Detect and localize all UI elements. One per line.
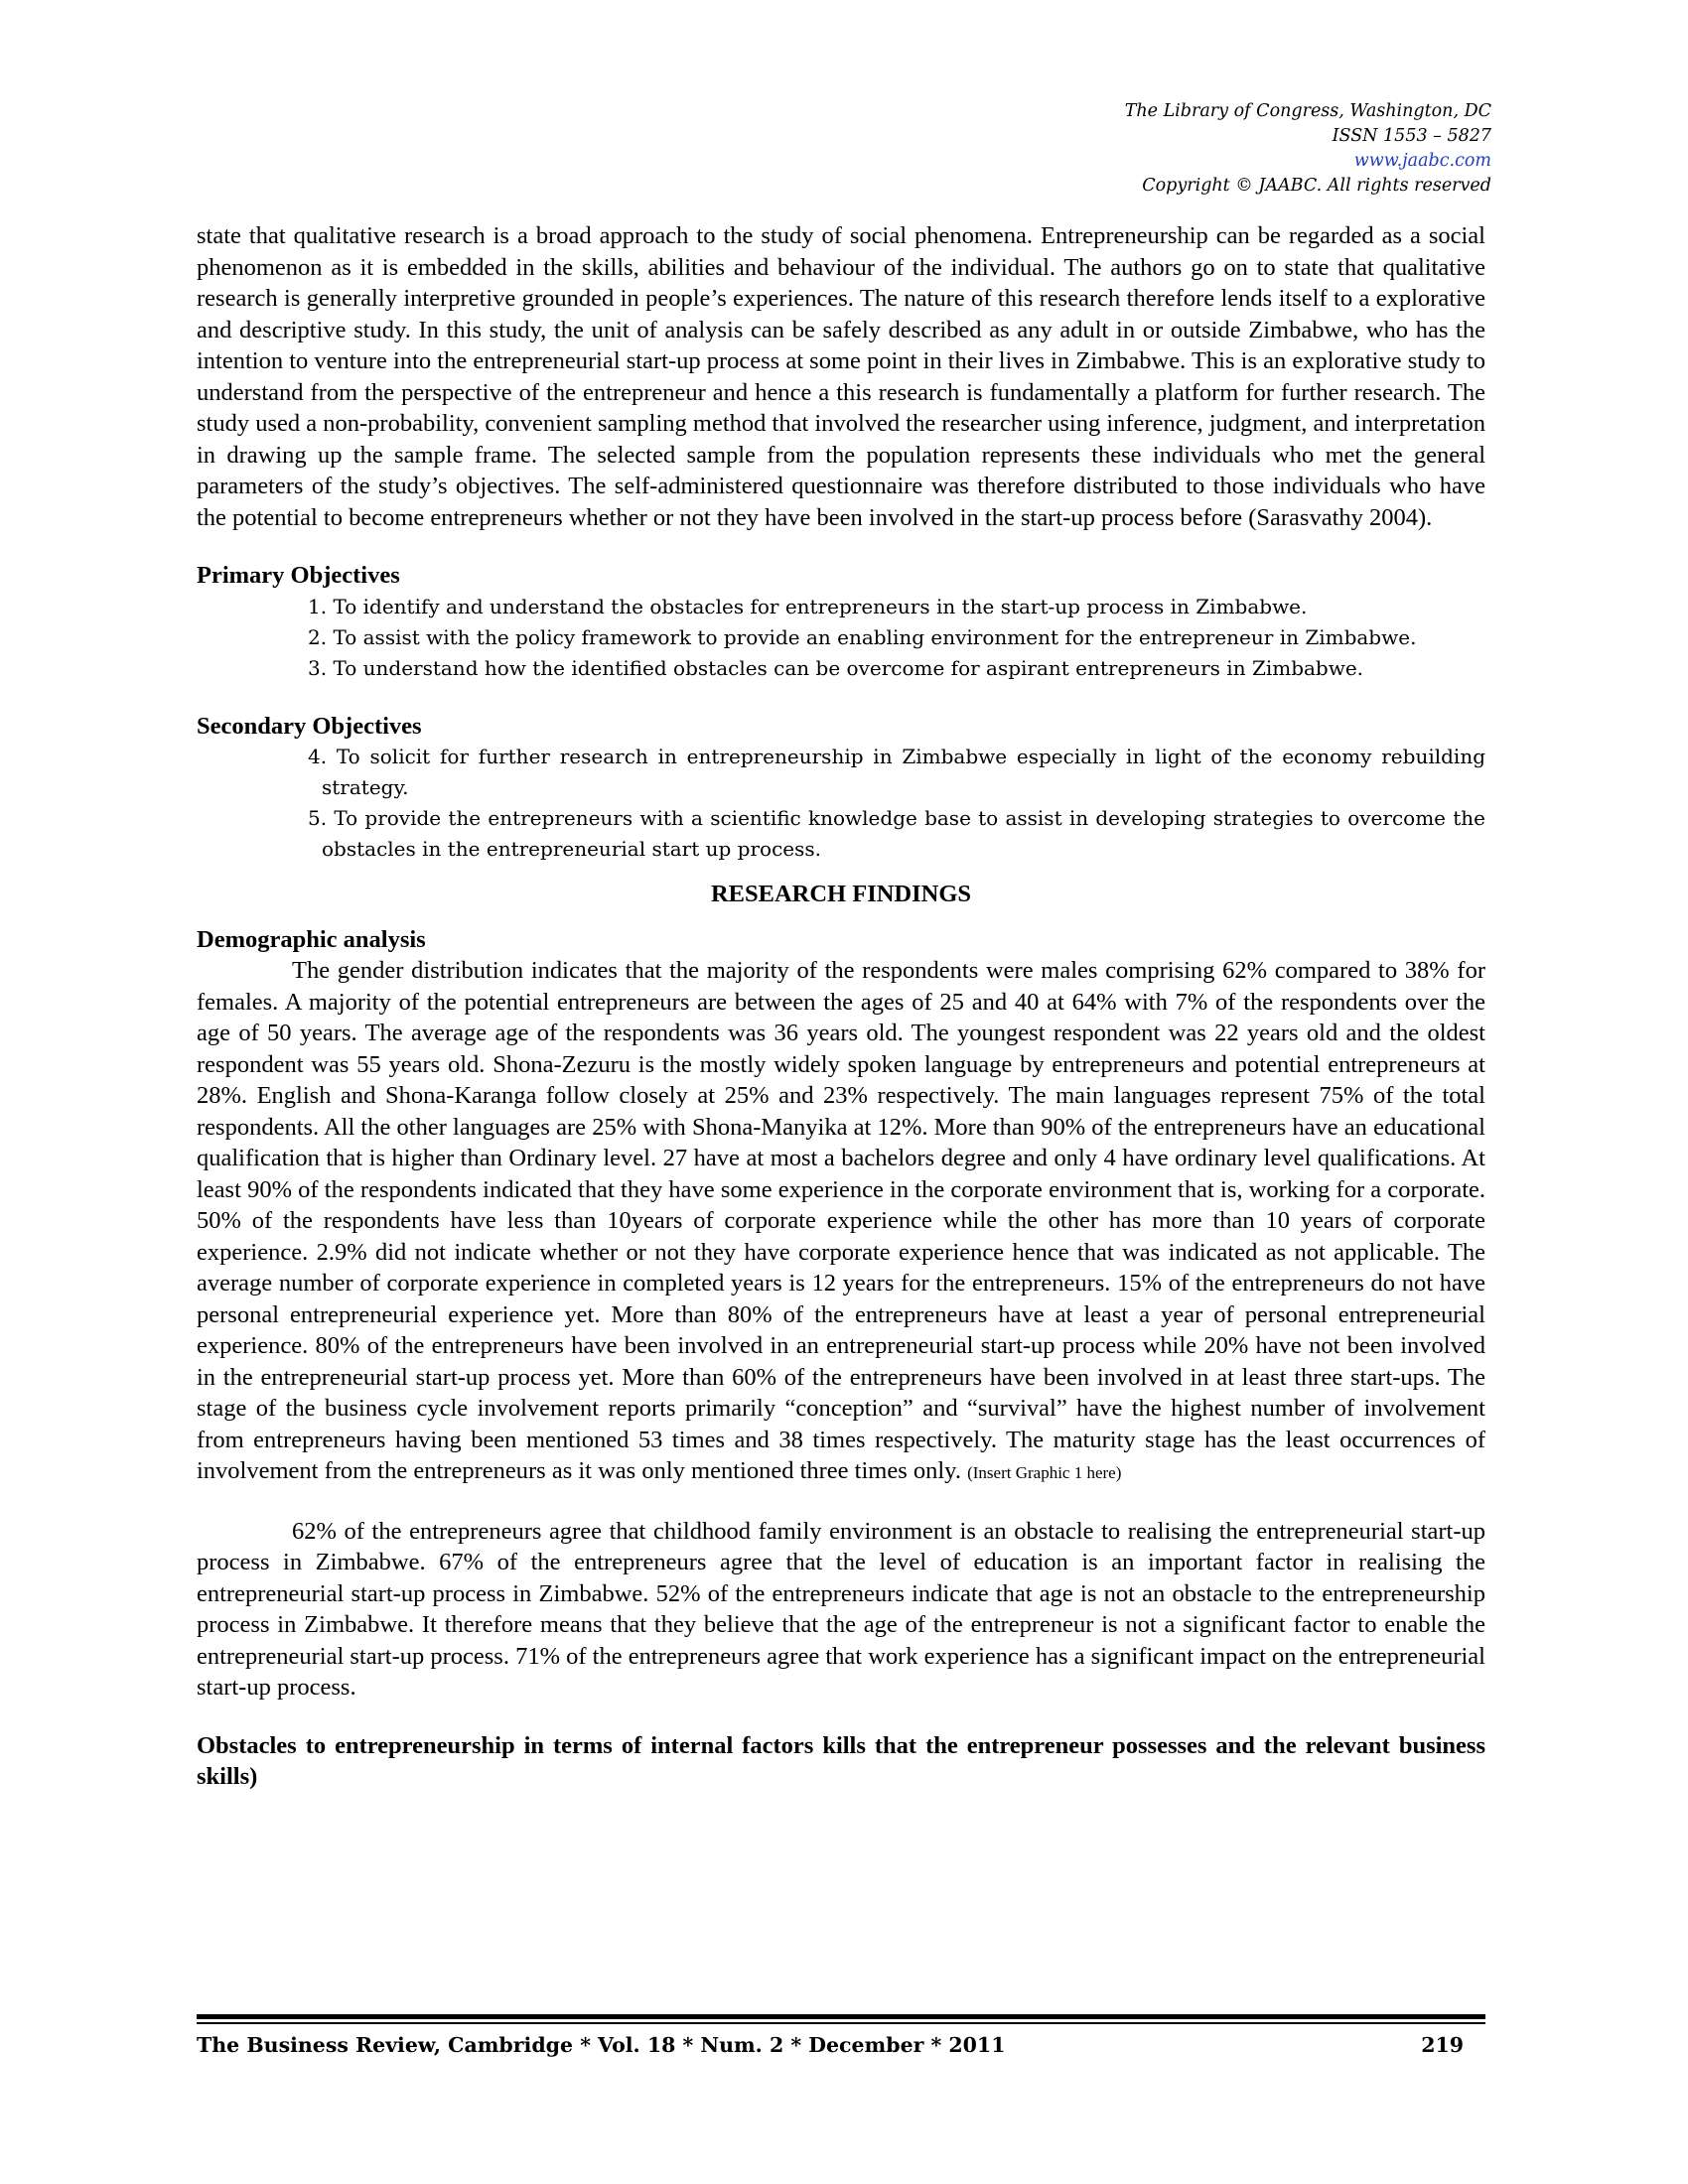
list-item: 2. To assist with the policy framework to provide an enabling environment for the entrepreneur in Zimbabwe. — [308, 624, 1417, 649]
footer-rule-thin — [197, 2022, 1485, 2024]
list-item: 4. To solicit for further research in entrepreneurship in Zimbabwe especially in light of the economy rebuilding strategy. — [308, 745, 1485, 799]
footer-rule-thick — [197, 2014, 1485, 2019]
demographic-text: The gender distribution indicates that the majority of the respondents were males comprising 62% compared to 38% for females. A majority of the potential entrepreneurs are between the ages of 25 and 40 at 64% with 7% of the respondents over the age of 50 years. The average age of the respondents was 36 years old. The youngest respondent was 22 years old and the oldest respondent was 55 years old. Shona-Zezuru is the mostly widely spoken language by entrepreneurs and potential entrepreneurs at 28%. English and Shona-Karanga follow closely at 25% and 23% respectively. The main languages represent 75% of the total respondents. All the other languages are 25% with Shona-Manyika at 12%. More than 90% of the entrepreneurs have an educational qualification that is higher than Ordinary level. 27 have at most a bachelors degree and only 4 have ordinary level qualifications. At least 90% of the respondents indicated that they have some experience in the corporate environment that is, working for a corporate. 50% of the respondents have less than 10years of corporate experience while the other has more than 10 years of corporate experience. 2.9% did not indicate whether or not they have corporate experience hence that was indicated as not applicable. The average number of corporate experience in completed years is 12 years for the entrepreneurs. 15% of the entrepreneurs do not have personal entrepreneurial experience yet. More than 80% of the entrepreneurs have at least a year of personal entrepreneurial experience. 80% of the entrepreneurs have been involved in an entrepreneurial start-up process while 20% have not been involved in the entrepreneurial start-up process yet. More than 60% of the entrepreneurs have been involved in at least three start-ups. The stage of the business cycle involvement reports primarily “conception” and “survival” have the highest number of involvement from entrepreneurs having been mentioned 53 times and 38 times respectively. The maturity stage has the least occurrences of involvement from the entrepreneurs as it was only mentioned three times only. — [197, 957, 1485, 1484]
childhood-paragraph: 62% of the entrepreneurs agree that childhood family environment is an obstacle to realising the entrepreneurial start-up process in Zimbabwe. 67% of the entrepreneurs agree that the level of education is an important factor in realising the entrepreneurial start-up process in Zimbabwe. 52% of the entrepreneurs indicate that age is not an obstacle to the entrepreneurship process in Zimbabwe. It therefore means that they believe that the age of the entrepreneur is not a significant factor to enable the entrepreneurial start-up process. 71% of the entrepreneurs agree that work experience has a significant impact on the entrepreneurial start-up process. — [197, 1517, 1485, 1701]
obstacles-heading: Obstacles to entrepreneurship in terms of internal factors kills that the entrepreneur possesses and the relevant business skills) — [197, 1731, 1485, 1790]
intro-paragraph: state that qualitative research is a broad approach to the study of social phenomena. Entrepreneurship can be regarded as a social phenomenon as it is embedded in the skills, abilities and behaviour of the individual. The authors go on to state that qualitative research is generally interpretive grounded in people’s experiences. The nature of this research therefore lends itself to a explorative and descriptive study. In this study, the unit of analysis can be safely described as any adult in or outside Zimbabwe, who has the intention to venture into the entrepreneurial start-up process at some point in their lives in Zimbabwe. This is an explorative study to understand from the perspective of the entrepreneur and hence a this research is fundamentally a platform for further research. The study used a non-probability, convenient sampling method that involved the researcher using inference, judgment, and interpretation in drawing up the sample frame. The selected sample from the population represents these individuals who met the general parameters of the study’s objectives. The self-administered questionnaire was therefore distributed to those individuals who have the potential to become entrepreneurs whether or not they have been involved in the start-up process before (Sarasvathy 2004). — [197, 222, 1485, 531]
secondary-objectives-list — [197, 742, 1485, 865]
demographic-analysis-heading: Demographic analysis — [197, 925, 426, 953]
primary-objectives-heading: Primary Objectives — [197, 562, 400, 589]
header-copyright-line: Copyright © JAABC. All rights reserved — [1142, 176, 1491, 196]
header-url-link[interactable]: www.jaabc.com — [1353, 151, 1491, 171]
demographic-paragraph — [197, 955, 1485, 1489]
primary-objectives-list — [197, 592, 1485, 684]
list-item: 3. To understand how the identified obstacles can be overcome for aspirant entrepreneurs in Zimbabwe. — [308, 655, 1364, 680]
list-item: 5. To provide the entrepreneurs with a scientific knowledge base to assist in developing strategies to overcome the obstacles in the entrepreneurial start up process. — [308, 806, 1485, 861]
list-item: 1. To identify and understand the obstacles for entrepreneurs in the start-up process in Zimbabwe. — [308, 594, 1308, 618]
page-number: 219 — [1421, 2033, 1464, 2057]
secondary-objectives-heading: Secondary Objectives — [197, 712, 422, 740]
page-body — [197, 220, 1485, 1793]
header-issn-line: ISSN 1553 – 5827 — [1332, 126, 1491, 146]
research-findings-heading: RESEARCH FINDINGS — [710, 881, 972, 907]
header-library-line: The Library of Congress, Washington, DC — [1124, 101, 1491, 121]
page-header — [1125, 99, 1491, 199]
footer-journal-citation: The Business Review, Cambridge * Vol. 18 * Num. 2 * December * 2011 — [197, 2033, 1006, 2057]
graphic-placeholder-note: (Insert Graphic 1 here) — [967, 1463, 1122, 1482]
